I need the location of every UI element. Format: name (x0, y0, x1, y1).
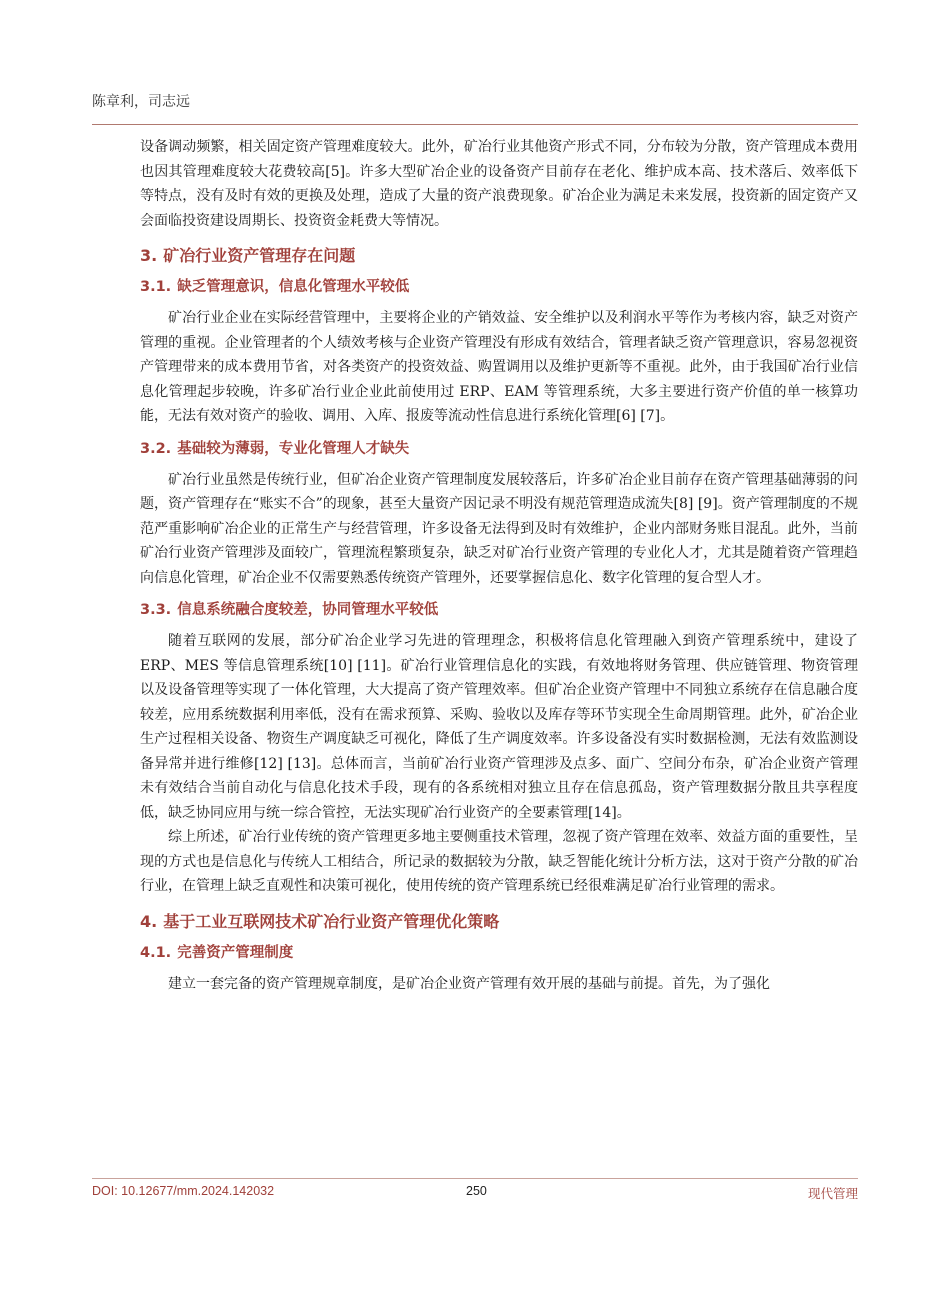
subsection-heading-3-2 (140, 439, 858, 459)
section-number: 3. (140, 246, 158, 265)
subsection-number: 3.2. (140, 440, 172, 457)
subsection-number: 4.1. (140, 944, 172, 961)
subsection-heading-4-1 (140, 943, 858, 963)
article-body (140, 135, 858, 996)
subsection-heading-3-3 (140, 600, 858, 620)
paragraph-3-2: 矿冶行业虽然是传统行业，但矿冶企业资产管理制度发展较落后，许多矿冶企业目前存在资产管理基础薄弱的问题，资产管理存在“账实不合”的现象，甚至大量资产因记录不明没有规范管理造成流失[8] [9]。资产管理制度的不规范严重影响矿冶企业的正常生产与经营管理，许多设备无法得到及时有效维护，企业内部财务账目混乱。此外，当前矿冶行业资产管理涉及面较广，管理流程繁琐复杂，缺乏对矿冶行业资产管理的专业化人才，尤其是随着资产管理趋向信息化管理，矿冶企业不仅需要熟悉传统资产管理外，还要掌握信息化、数字化管理的复合型人才。 (140, 471, 858, 586)
subsection-heading-3-1 (140, 277, 858, 297)
paragraph-3-3a: 随着互联网的发展，部分矿冶企业学习先进的管理理念，积极将信息化管理融入到资产管理系统中，建设了 ERP、MES 等信息管理系统[10] [11]。矿冶行业管理信息化的实践，有效地将财务管理、供应链管理、物资管理以及设备管理等实现了一体化管理，大大提高了资产管理效率。但矿冶企业资产管理中不同独立系统存在信息融合度较差，应用系统数据利用率低，没有在需求预算、采购、验收以及库存等环节实现全生命周期管理。此外，矿冶企业生产过程相关设备、物资生产调度缺乏可视化，降低了生产调度效率。许多设备没有实时数据检测，无法有效监测设备异常并进行维修[12] [13]。总体而言，当前矿冶行业资产管理涉及点多、面广、空间分布杂，矿冶企业资产管理未有效结合当前自动化与信息化技术手段，现有的各系统相对独立且存在信息孤岛，资产管理数据分散且共享程度低，缺乏协同应用与统一综合管控，无法实现矿冶行业资产的全要素管理[14]。 (140, 633, 858, 821)
subsection-title: 信息系统融合度较差，协同管理水平较低 (177, 602, 439, 618)
subsection-title: 完善资产管理制度 (177, 944, 294, 961)
footer-journal-name: 现代管理 (807, 1187, 858, 1201)
section-heading-4 (140, 911, 858, 933)
subsection-title: 缺乏管理意识，信息化管理水平较低 (177, 279, 410, 295)
section-title: 矿冶行业资产管理存在问题 (163, 246, 356, 265)
running-header-authors: 陈章利，司志远 (92, 94, 190, 110)
footer-page-number: 250 (466, 1184, 487, 1198)
paragraph-3-1: 矿冶行业企业在实际经营管理中，主要将企业的产销效益、安全维护以及利润水平等作为考核内容，缺乏对资产管理的重视。企业管理者的个人绩效考核与企业资产管理没有形成有效结合，管理者缺乏资产管理意识，容易忽视资产管理带来的成本费用节省，对各类资产的投资效益、购置调用以及维护更新等不重视。此外，由于我国矿冶行业信息化管理起步较晚，许多矿冶行业企业此前使用过 ERP、EAM 等管理系统，大多主要进行资产价值的单一核算功能，无法有效对资产的验收、调用、入库、报废等流动性信息进行系统化管理[6] [7]。 (140, 310, 858, 424)
subsection-number: 3.3. (140, 602, 172, 618)
subsection-number: 3.1. (140, 279, 172, 295)
paragraph-intro: 设备调动频繁，相关固定资产管理难度较大。此外，矿冶行业其他资产形式不同，分布较为分散，资产管理成本费用也因其管理难度较大花费较高[5]。许多大型矿冶企业的设备资产目前存在老化、维护成本高、技术落后、效率低下等特点，没有及时有效的更换及处理，造成了大量的资产浪费现象。矿冶企业为满足未来发展，投资新的固定资产又会面临投资建设周期长、投资资金耗费大等情况。 (140, 139, 858, 229)
section-number: 4. (140, 911, 158, 931)
paragraph-3-3b: 综上所述，矿冶行业传统的资产管理更多地主要侧重技术管理，忽视了资产管理在效率、效益方面的重要性，呈现的方式也是信息化与传统人工相结合，所记录的数据较为分散，缺乏智能化统计分析方法，这对于资产分散的矿冶行业，在管理上缺乏直观性和决策可视化，使用传统的资产管理系统已经很难满足矿冶行业管理的需求。 (140, 829, 858, 894)
paragraph-4-1: 建立一套完备的资产管理规章制度，是矿冶企业资产管理有效开展的基础与前提。首先，为了强化 (168, 975, 770, 992)
subsection-title: 基础较为薄弱，专业化管理人才缺失 (177, 440, 410, 457)
section-title: 基于工业互联网技术矿冶行业资产管理优化策略 (163, 911, 500, 931)
section-heading-3 (140, 245, 858, 267)
header-divider (92, 124, 858, 125)
footer-divider (92, 1178, 858, 1179)
footer-doi: DOI: 10.12677/mm.2024.142032 (92, 1184, 275, 1198)
